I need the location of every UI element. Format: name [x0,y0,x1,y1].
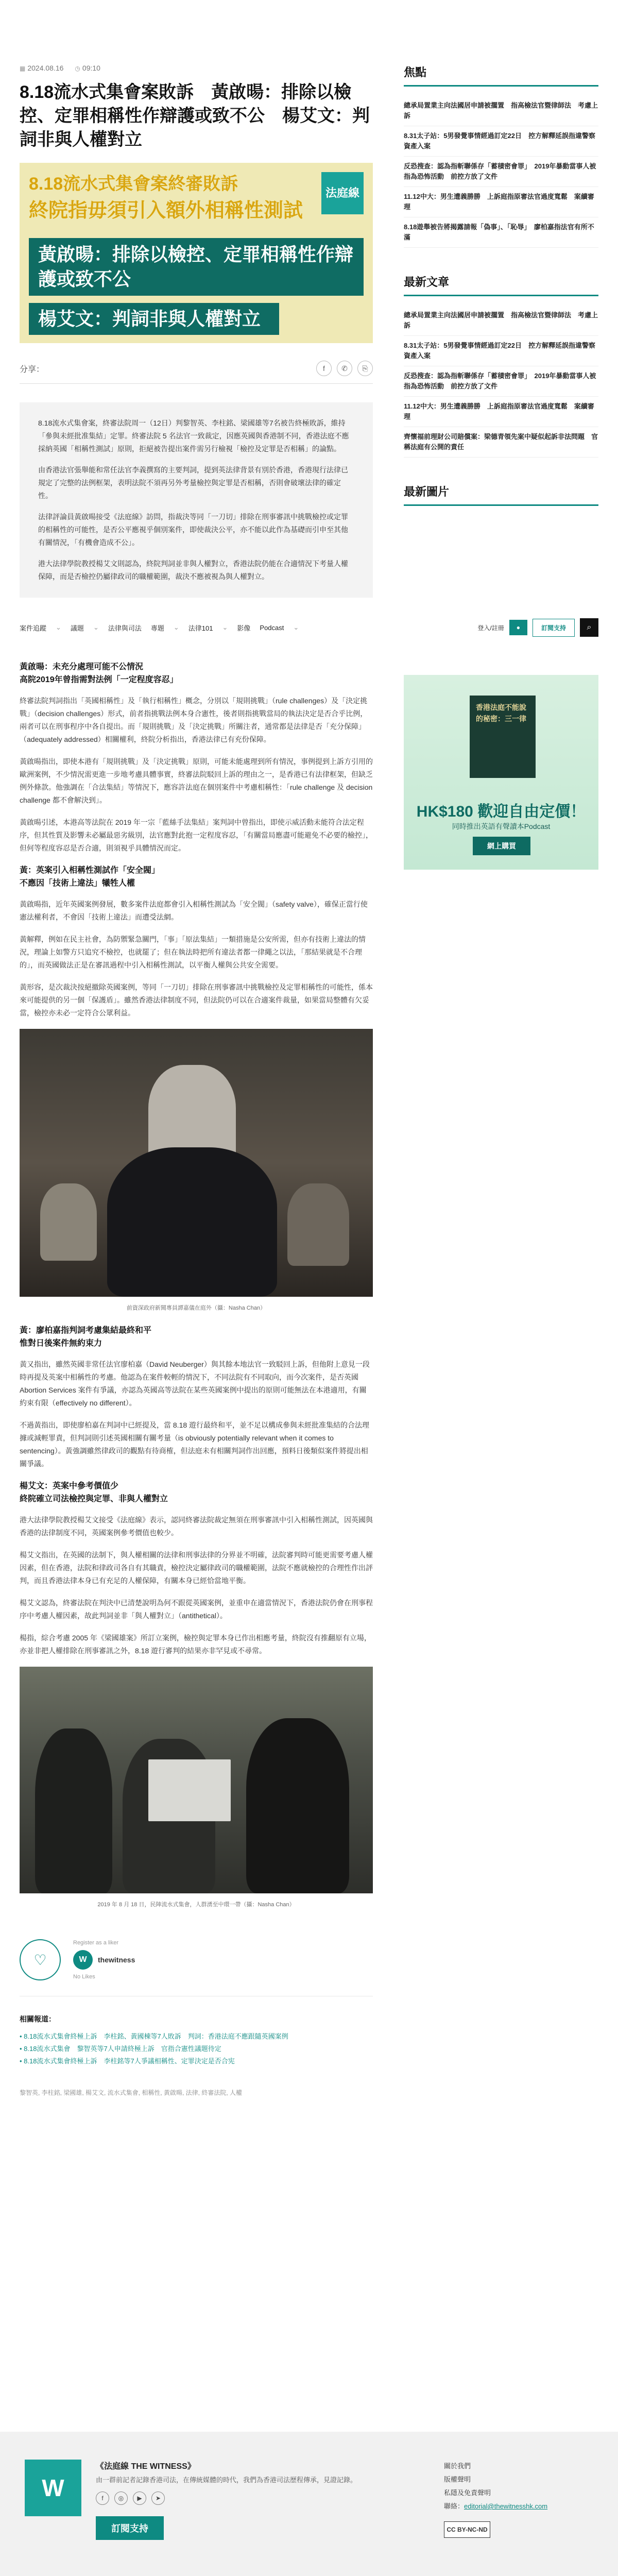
contact-email[interactable]: editorial@thewitnesshk.com [464,2502,548,2510]
avatar: W [73,1950,93,1970]
footer-link-about[interactable]: 關於我們 [444,2462,471,2470]
latest-item[interactable]: 總承局置業主向法國居申請被擱置 指高檢法官暨律師法 考慮上訴 [404,306,598,336]
footer-links [444,2460,593,2540]
related-link[interactable]: • 8.18流水式集會終極上訴 李柱銘等7人爭議相稱性、定罪決定是否合宪 [20,2055,373,2067]
share-label: 分享： [20,365,45,374]
promo-price: HK$180 歡迎自由定價！ [416,803,586,820]
body-paragraph: 終審法院判詞指出「英國相稱性」及「執行相稱性」概念，分別以「規則挑戰」（rule challenges）及「決定挑戰」（decision challenges）形式，前者指挑戰法例本身合憲性，後者則指挑戰當局的執法決定是否合乎比例，兩者可以在刑事程序中各自提出。而「規則挑戰」及「決定挑戰」所關注者，通常都是法律是否「充分保障」（adequately addressed）相關權利，終院分析指出，香港法律已有充份保障。 [20,697,368,743]
clock-icon: ◷ [75,65,80,72]
related-link[interactable]: • 8.18流水式集會 黎智英等7人申請終極上訴 官指合憲性議題待定 [20,2043,373,2055]
nav-law101[interactable]: 法律101 [188,624,213,632]
section-heading: 黃啟暘：未充分處理可能不公情況 高院2019年曾指需對法例「一定程度容忍」 [20,663,178,684]
date-text: 2024.08.16 [27,64,64,72]
facebook-icon[interactable]: f [96,2492,109,2505]
social-links [96,2492,357,2505]
hero-line1: 8.18流水式集會案終審敗訴 [29,174,238,194]
register-link[interactable]: Register as a liker [73,1940,119,1946]
buy-button[interactable]: 網上購買 [473,837,530,855]
hot-item[interactable]: 8.18遊舉被告將揭露請報「偽事」、「恥辱」 廖柏嘉指法官有所不滿 [404,217,598,248]
instagram-icon[interactable]: ◎ [114,2492,128,2505]
summary-paragraph: 法律評論員黃啟暘接受《法庭線》訪問，指裁決等同「一刀切」排除在刑事審訊中挑戰檢控或定罪的相稱性的可能性，是否公平應視乎個別案件，即使裁決公平，亦不能以此作為基礎而引申至其他有關情況，「有機會造成不公」。 [38,513,348,547]
banner-shape [148,1759,231,1821]
courthouse-photo [20,1029,373,1297]
footer-brand [25,2460,357,2540]
related-articles [20,2014,373,2067]
article-body [20,660,373,1911]
nav-images[interactable]: 影像 [237,624,251,632]
footer-contact [444,2500,593,2513]
person-shape [107,1147,277,1297]
time-text: 09:10 [82,64,100,72]
telegram-icon[interactable]: ➤ [151,2492,165,2505]
latest-item[interactable]: 反恐搜查：認為指斬聯係存「蓄積密會罪」 2019年暴動當事人被指為恐怖活動 前控方放了文件 [404,366,598,397]
hot-list [404,96,598,248]
sidebar [404,64,598,2128]
site-footer [0,2432,618,2576]
chevron-down-icon: ⌄ [293,623,299,631]
chevron-down-icon: ⌄ [222,623,228,631]
summary-paragraph: 8.18流水式集會案，終審法院周一（12日）判黎智英、李柱銘、梁國雄等7名被告終極敗訴，維持「參與未經批准集結」定罪。終審法院 5 名法官一致裁定，因應英國與香港制不同，香港法庭不應採納英國「相稱性測試」原則，拒絕被告提出案件需另行檢視「檢控及定罪是否相稱」的論點。 [38,419,349,453]
hot-item[interactable]: 總承局置業主向法國居申請被擱置 指高檢法官暨律師法 考慮上訴 [404,96,598,126]
article-meta [20,64,373,72]
microphone-shape [40,1183,97,1261]
person-shape [35,1728,112,1893]
body-paragraph: 不過黃指出，即使廖柏嘉在判詞中已經提及，當 8.18 遊行最終和平，並不足以構成參與未經批准集結的合法理據或減輕罪責，但判詞則引述英國相關有關考量（is obviously potentially relevant when it comes to sentencing）。黃強調雖然律政司的觀點有待商榷，但法庭未有相關判詞作出回應，預料日後類似案件將提出相關爭議。 [20,1421,370,1468]
section-heading: 楊艾文：英案中參考價值少 終院確立司法檢控與定罪、非與人權對立 [20,1482,168,1503]
photo-spacer [404,515,598,654]
hot-item[interactable]: 11.12中大：男生遭義勝勝 上訴庭指原審法官過度寬鬆 案續審理 [404,187,598,217]
latest-item[interactable]: 齊懷福前理財公司賠償案：梁德青領先案中疑似起訴非法問題 官稱法庭有公開的責任 [404,427,598,457]
hero-line2: 終院指毋須引入額外相稱性測試 [29,200,303,222]
cc-license-badge[interactable]: CC BY-NC-ND [444,2521,490,2538]
nav-topics[interactable]: 議題 [70,624,84,632]
article-photo [20,1029,373,1315]
related-list [20,2030,373,2067]
article-photo [20,1667,373,1911]
facebook-icon[interactable]: f [316,361,332,376]
body-paragraph: 楊艾文認為，終審法院在判決中已清楚說明為何不跟從英國案例，並重申在適當情況下，香港法院仍會在刑事程序中考慮人權因素，故此判詞並非「與人權對立」（antithetical）。 [20,1599,373,1620]
login-link[interactable]: 登入/註冊 [477,624,504,632]
body-paragraph: 黃解釋，例如在民主社會，為防禦緊急關門，「事」「原法集結」一類措施是公安所需，但亦有技術上違法的情況，理論上如警方只追究不檢控，也就罷了；但在執法時把所有違法者都一律繩之以法，「那結果就是不合理的」，而英國做法正是在審訊過程中引入相稱性測試，以平衡人權與公共安全需要。 [20,935,366,969]
footer-description: 由一群前記者記錄香港司法，在傳統媒體的時代，我們為香港司法歷程傳承，見證記錄。 [96,2476,357,2484]
body-paragraph: 楊艾文指出，在英國的法制下，與人權相關的法律和刑事法律的分界並不明確，法院審判時可能更需要考慮人權因素，但在香港，法院和律政司各自有其職責，檢控決定屬律政司的職權範圍，法院不應就檢控的合理性作出評判，而且香港法律本身已有充足的人權保障，有關本身已經恰當地平衡。 [20,1551,373,1585]
book-promo[interactable] [404,675,598,870]
like-button[interactable]: ♡ [20,1939,61,1980]
article-title: 8.18流水式集會案敗訴 黃啟暘：排除以檢控、定罪相稱性作辯護或致不公 楊艾文：判詞非與人權對立 [20,82,370,149]
contact-label: 聯絡： [444,2502,465,2510]
article-tags[interactable]: 黎智英, 李柱銘, 梁國雄, 楊艾文, 流水式集會, 相稱性, 黃啟暘, 法律, 終審法院, 人權 [20,2089,243,2096]
microphone-shape [287,1183,349,1266]
likes-count: No Likes [73,1974,95,1980]
section-heading: 黃：英案引入相稱性測試作「安全閥」 不應因「技術上違法」犧牲人權 [20,866,160,888]
body-paragraph: 黃形容，是次裁決按絕撤除英國案例，等同「一刀切」排除在刑事審訊中挑戰檢控及定罪相稱性的可能性，係本來可能提供的另一個「保護盾」。雖然香港法律制度不同，但法院仍可以在合適案件裁量，如果當局整體有欠妥當，檢控亦未必一定符合公眾利益。 [20,983,373,1017]
search-icon[interactable]: ⌕ [580,618,598,637]
calendar-icon: ▦ [20,65,26,72]
body-paragraph: 黃又指出，雖然英國非常任法官廖柏嘉（David Neuberger）與其餘本地法官一致駁回上訴，但他附上意見一段時再提及英案中相稱性的考慮。他認為在案件較輕的情況下，不同法院有不同取向，而今次案件，是否英國 Abortion Services 案件有爭議，亦認為英國高等法院在某些英國案例中提出的原則可能無法在本港適用，有關約束有限（effectively no different）。 [20,1360,370,1407]
youtube-icon[interactable]: ▶ [133,2492,146,2505]
article-summary [20,402,373,598]
section-heading: 黃：廖柏嘉指判詞考慮集結最終和平 惟對日後案件無約束力 [20,1326,152,1348]
time-stamp [75,64,100,72]
subscribe-button[interactable]: 訂閱支持 [533,619,575,637]
nav-items [20,623,299,633]
date-stamp [20,64,63,72]
nav-cases[interactable]: 案件追蹤 [20,624,47,632]
chevron-down-icon: ⌄ [56,623,61,631]
nav-subscribe-button[interactable]: ● [509,620,527,635]
body-paragraph: 黃啟暘指出，即使本港有「規則挑戰」及「決定挑戰」原則，可能未能處理到所有情況，事例提到上訴方引用的歐洲案例，不少情況需更進一步地考慮具體事實，終審法院駁回上訴的理由之一，是香港已有法律框架，但缺乏例外條款。他強調在「合法集結」等情況下，應容許法庭在個別案件中考慮相稱性：「rule challenge 及 decision challenge 都不會解決到」。 [20,757,373,804]
body-paragraph: 黃啟暘引述，本港高等法院在 2019 年一宗「藍絲手法集結」案判詞中曾指出，即使示威活動未能符合法定程序，但其性質及影響未必屬最惡劣級別，法官應對此抱一定程度容忍，「有關當局應盡可能避免不必要的檢控」，但何等程度容忍是否合適，則須視乎具體情況而定。 [20,818,373,852]
photo-heading: 最新圖片 [404,483,598,506]
top-spacer [0,0,618,64]
hot-heading: 焦點 [404,64,598,87]
nav-features[interactable]: 專題 [150,624,164,632]
body-paragraph: 黃啟暘指，近年英國案例發展，數多案件法庭都會引入相稱性測試為「安全閥」（safety valve），確保正當行使憲法權利者，不會因「技術上違法」而遭受法網。 [20,900,368,921]
whatsapp-icon[interactable]: ✆ [337,361,352,376]
account-name[interactable]: thewitness [98,1956,135,1964]
latest-item[interactable]: 8.31太子站：5男發覺事情經過訂定22日 控方解釋延誤指違警察資產入案 [404,336,598,366]
book-cover: 香港法庭不能說的秘密：三一律 [470,696,536,778]
footer-brand-name: 《法庭線 THE WITNESS》 [96,2462,196,2471]
summary-paragraph: 港大法律學院教授楊艾文則認為，終院判詞並非與人權對立，香港法院仍能在合適情況下考量人權保障，而是否檢控仍屬律政司的職權範圍，裁決不應被視為與人權對立。 [38,560,348,581]
footer-row [25,2460,593,2540]
content-wrap [0,64,618,2128]
protest-photo [20,1667,373,1893]
like-info [73,1940,135,1980]
body-paragraph: 港大法律學院教授楊艾文接受《法庭線》表示，認同終審法院裁定無須在刑事審訊中引入相稱性測試，因英國與香港的法律制度不同，英國案例參考價值也較少。 [20,1516,373,1537]
hot-item[interactable]: 8.31太子站：5男發覺事情經過訂定22日 控方解釋延誤指違警察資產入案 [404,126,598,157]
latest-list [404,306,598,457]
footer-link-privacy[interactable]: 私隱及免責聲明 [444,2489,491,2497]
related-link[interactable]: • 8.18流水式集會終極上訴 李柱銘、黃國棟等7人敗訴 判詞：香港法庭不應跟隨英國案例 [20,2030,373,2043]
summary-paragraph: 由香港法官張舉能和常任法官李義撰寫的主要判詞，提到英法律背景有別於香港，香港現行法律已規定了完整的法例框架，表明法院不須再另外考量檢控與定罪是否相稱，否則會破壞法律的確定性。 [38,466,348,500]
link-icon[interactable]: ⎘ [357,361,373,376]
witness-logo[interactable]: W [25,2460,81,2516]
nav-podcast[interactable]: Podcast [260,623,284,632]
footer-link-copyright[interactable]: 版權聲明 [444,2476,471,2483]
account-row [73,1950,135,1970]
photo-caption: 2019 年 8 月 18 日，民陣流水式集會，人群湧至中環一帶（攝：Nasha Chan） [97,1902,295,1908]
hero-logo: 法庭線 [321,172,364,214]
like-box [20,1921,373,1996]
hero-image [20,163,373,343]
nav-law-justice[interactable]: 法律與司法 [108,624,142,632]
latest-item[interactable]: 11.12中大：男生遭義勝勝 上訴庭指原審法官過度寬鬆 案續審理 [404,397,598,427]
hot-item[interactable]: 反恐搜查：認為指斬聯係存「蓄積密會罪」 2019年暴動當事人被指為恐怖活動 前控方放了文件 [404,157,598,187]
photo-caption: 前資深政府新聞專員譚嘉儀在庭外（攝：Nasha Chan） [126,1305,266,1311]
share-buttons [316,361,373,376]
body-paragraph: 楊指，綜合考慮 2005 年《梁國雄案》所訂立案例，檢控與定罪本身已作出相應考量，終院沒有推翻原有立場，亦並非把人權排除在刑事審訊之外，8.18 遊行審判的結果亦非罕見或不尋常。 [20,1634,371,1655]
person-shape [246,1718,349,1893]
related-heading: 相關報道： [20,2015,56,2023]
hero-band2: 楊艾文：判詞非與人權對立 [29,303,279,335]
footer-brand-text [96,2460,357,2540]
promo-subtitle: 同時推出英語有聲讀本Podcast [452,822,551,831]
share-bar [20,361,373,384]
footer-subscribe-button[interactable]: 訂閱支持 [96,2516,164,2540]
chevron-down-icon: ⌄ [93,623,99,631]
chevron-down-icon: ⌄ [173,623,179,631]
latest-heading: 最新文章 [404,274,598,296]
hero-band1: 黃啟暘：排除以檢控、定罪相稱性作辯護或致不公 [29,238,364,296]
